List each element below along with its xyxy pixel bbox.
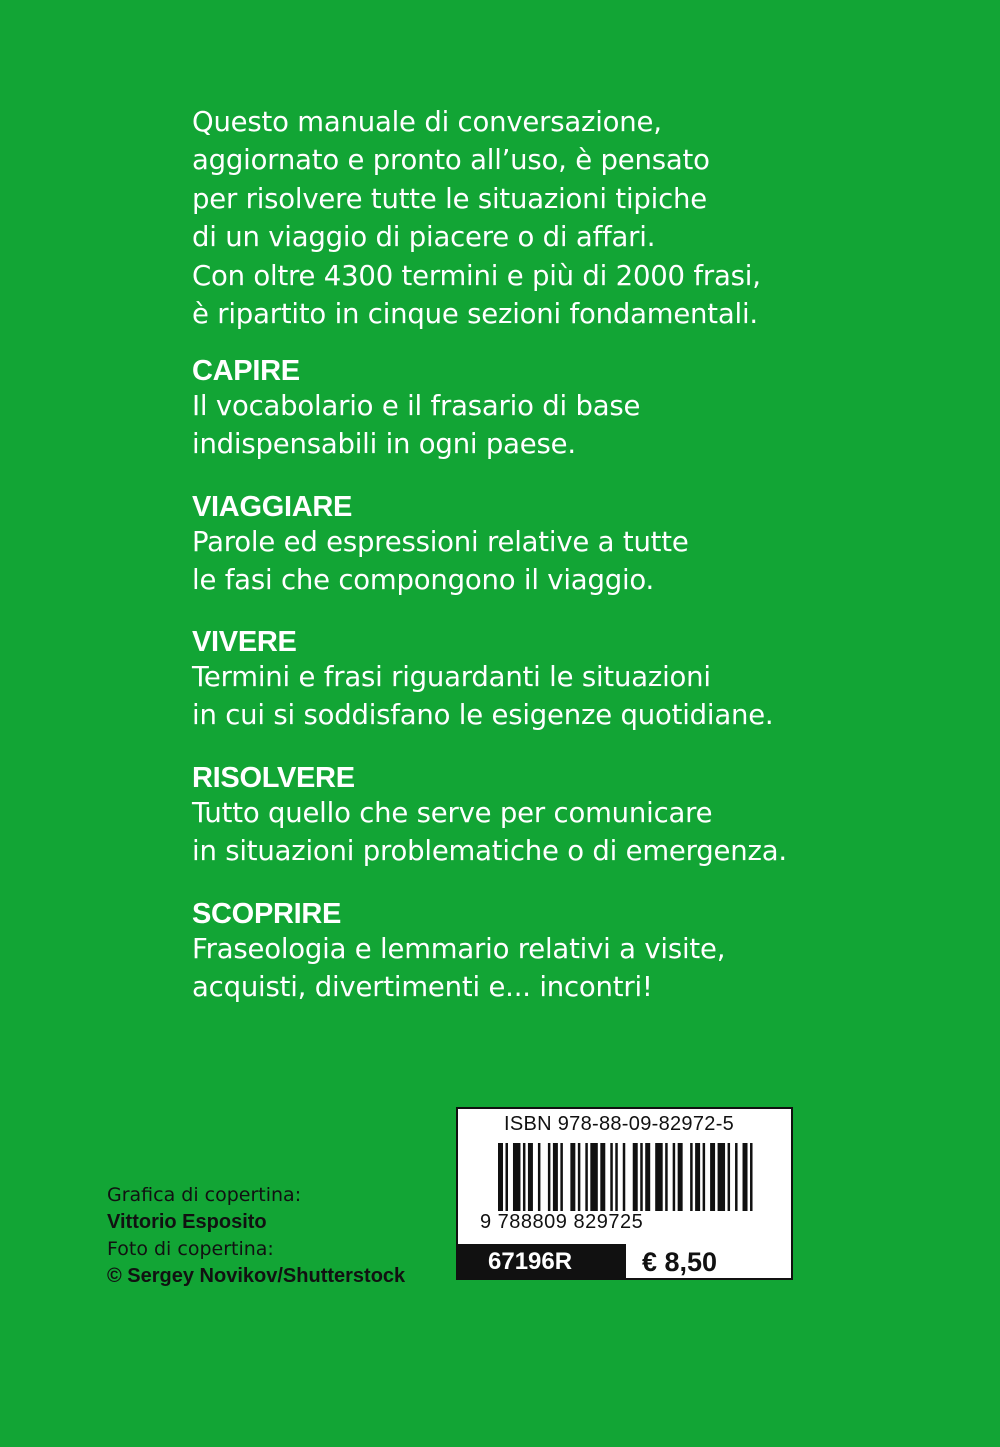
barcode-bar (623, 1143, 626, 1211)
barcode-bar (678, 1143, 683, 1211)
barcode-bar (615, 1143, 618, 1211)
section-title: CAPIRE (192, 355, 300, 387)
barcode-bar (690, 1143, 693, 1211)
barcode-bar (710, 1143, 715, 1211)
barcode-bar (590, 1143, 597, 1211)
barcode-bar (665, 1143, 668, 1211)
barcode-bar (703, 1143, 706, 1211)
barcode-bar (523, 1143, 526, 1211)
section-risolvere (192, 761, 952, 870)
section-viaggiare (192, 490, 952, 599)
price: € 8,50 (642, 1247, 718, 1277)
barcode-bar (570, 1143, 575, 1211)
cover-photo-name: © Sergey Novikov/Shutterstock (107, 1265, 406, 1287)
section-vivere (192, 625, 952, 734)
barcode-bar (750, 1143, 753, 1211)
barcode-bar (743, 1143, 748, 1211)
barcode-bar (548, 1143, 551, 1211)
section-capire (192, 354, 952, 463)
section-scoprire (192, 897, 952, 1006)
barcode-bar (513, 1143, 520, 1211)
section-title: SCOPRIRE (192, 898, 342, 930)
section-text: Termini e frasi riguardanti le situazioni in cui si soddisfano le esigenze quotidiane. (192, 661, 774, 731)
barcode-bar (528, 1143, 533, 1211)
barcode-bar (585, 1143, 588, 1211)
barcode-bar (505, 1143, 508, 1211)
barcode-bar (673, 1143, 676, 1211)
isbn-text: ISBN 978-88-09-82972-5 (504, 1113, 735, 1135)
barcode-bar (695, 1143, 700, 1211)
section-title: VIAGGIARE (192, 491, 353, 523)
barcode-bar (610, 1143, 613, 1211)
barcode-bar (600, 1143, 605, 1211)
barcode-bar (645, 1143, 650, 1211)
section-title: VIVERE (192, 626, 297, 658)
cover-design-name: Vittorio Esposito (107, 1211, 267, 1233)
section-text: Tutto quello che serve per comunicare in situazioni problematiche o di emergenza. (192, 797, 787, 867)
barcode-bar (578, 1143, 581, 1211)
barcode-bar (538, 1143, 541, 1211)
section-text: Fraseologia e lemmario relativi a visite, acquisti, divertimenti e... incontri! (192, 933, 726, 1003)
section-title: RISOLVERE (192, 762, 355, 794)
product-code: 67196R (458, 1244, 626, 1280)
barcode-panel (456, 1107, 793, 1280)
barcode-bar (633, 1143, 638, 1211)
section-text: Il vocabolario e il frasario di base indispensabili in ogni paese. (192, 390, 641, 460)
barcode-digits: 9 788809 829725 (480, 1211, 644, 1233)
barcode-bar (735, 1143, 738, 1211)
barcode-bar (718, 1143, 725, 1211)
barcode-bar (553, 1143, 558, 1211)
barcode-bar (655, 1143, 662, 1211)
barcode-bar (728, 1143, 731, 1211)
cover-photo-label: Foto di copertina: (107, 1238, 274, 1260)
barcode-bar (560, 1143, 563, 1211)
barcode-bar (640, 1143, 643, 1211)
cover-design-label: Grafica di copertina: (107, 1184, 302, 1206)
section-text: Parole ed espressioni relative a tutte le fasi che compongono il viaggio. (192, 526, 689, 596)
barcode-icon (498, 1143, 760, 1211)
credits (107, 1182, 405, 1290)
barcode-bar (498, 1143, 503, 1211)
intro-paragraph: Questo manuale di conversazione, aggiornato e pronto all’uso, è pensato per risolvere tutte le situazioni tipiche di un viaggio di piacere o di affari. Con oltre 4300 termini e più di 2000 frasi, è ripartito in cinque sezioni fondamentali. (192, 106, 761, 331)
